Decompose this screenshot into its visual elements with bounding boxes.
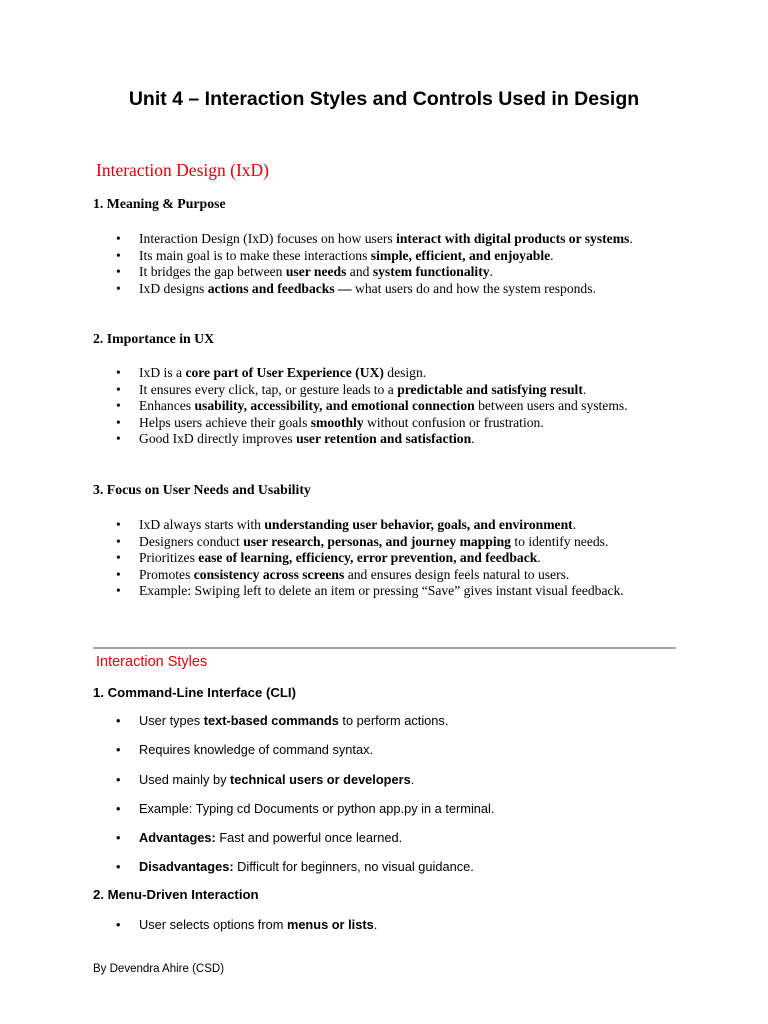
list-item: • Good IxD directly improves user retention and satisfaction. bbox=[0, 431, 679, 448]
subheading-cli: 1. Command-Line Interface (CLI) bbox=[93, 685, 296, 700]
list-item: • Advantages: Fast and powerful once learned. bbox=[0, 830, 679, 846]
list-item: • Designers conduct user research, personas, and journey mapping to identify needs. bbox=[0, 534, 679, 551]
subheading-importance-ux: 2. Importance in UX bbox=[93, 331, 215, 346]
list-item: • IxD is a core part of User Experience (UX) design. bbox=[0, 365, 679, 382]
list-item: • Prioritizes ease of learning, efficiency, error prevention, and feedback. bbox=[0, 550, 679, 567]
section-heading-ixd: Interaction Design (IxD) bbox=[96, 160, 269, 180]
page-footer: By Devendra Ahire (CSD) bbox=[93, 963, 225, 975]
list-item: • Its main goal is to make these interactions simple, efficient, and enjoyable. bbox=[0, 248, 679, 265]
subheading-meaning-purpose: 1. Meaning & Purpose bbox=[93, 196, 226, 211]
page-title: Unit 4 – Interaction Styles and Controls Used in Design bbox=[128, 88, 640, 110]
list-item: • User types text-based commands to perform actions. bbox=[0, 713, 679, 729]
section-divider bbox=[93, 647, 676, 649]
list-item: • Promotes consistency across screens and ensures design feels natural to users. bbox=[0, 567, 679, 584]
menu-list bbox=[0, 917, 679, 946]
list-item: • It bridges the gap between user needs and system functionality. bbox=[0, 264, 679, 281]
list-item: • It ensures every click, tap, or gesture leads to a predictable and satisfying result. bbox=[0, 382, 679, 399]
list-item: • Example: Typing cd Documents or python app.py in a terminal. bbox=[0, 801, 679, 817]
list-item: • User selects options from menus or lists. bbox=[0, 917, 679, 933]
list-item: • Disadvantages: Difficult for beginners, no visual guidance. bbox=[0, 859, 679, 875]
subheading-menu-driven: 2. Menu-Driven Interaction bbox=[93, 887, 259, 902]
list-item: • IxD always starts with understanding user behavior, goals, and environment. bbox=[0, 517, 679, 534]
list-item: • Used mainly by technical users or developers. bbox=[0, 772, 679, 788]
list-item: • Interaction Design (IxD) focuses on how users interact with digital products or systems. bbox=[0, 231, 679, 248]
importance-list bbox=[0, 365, 679, 448]
meaning-list bbox=[0, 231, 679, 297]
user-needs-list bbox=[0, 517, 679, 600]
list-item: • Requires knowledge of command syntax. bbox=[0, 742, 679, 758]
list-item: • Helps users achieve their goals smoothly without confusion or frustration. bbox=[0, 415, 679, 432]
section-heading-interaction-styles: Interaction Styles bbox=[96, 654, 208, 670]
list-item: • Example: Swiping left to delete an item or pressing “Save” gives instant visual feedback. bbox=[0, 583, 679, 600]
subheading-user-needs: 3. Focus on User Needs and Usability bbox=[93, 482, 311, 497]
list-item: • Enhances usability, accessibility, and emotional connection between users and systems. bbox=[0, 398, 679, 415]
list-item: • IxD designs actions and feedbacks — what users do and how the system responds. bbox=[0, 281, 679, 298]
cli-list bbox=[0, 713, 679, 889]
